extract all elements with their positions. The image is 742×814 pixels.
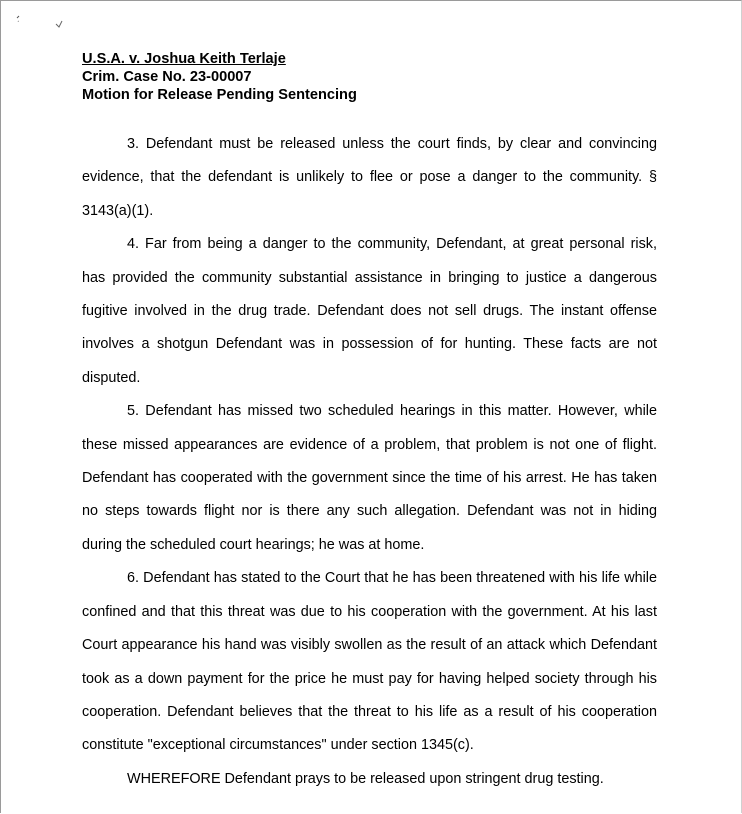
motion-title: Motion for Release Pending Sentencing [82,87,357,103]
case-caption [82,50,357,104]
case-number: Crim. Case No. 23-00007 [82,69,252,85]
paragraph-4: 4. Far from being a danger to the community, Defendant, at great personal risk, has provided the community substantial assistance in bringing to justice a dangerous fugitive involved in the drug trade. Defendant does not sell drugs. The instant offense involves a shotgun Defendant was in possession of for hunting. These facts are not disputed. [82,236,657,386]
paragraph-6: 6. Defendant has stated to the Court that he has been threatened with his life while confined and that this threat was due to his cooperation with the government. At his last Court appearance his hand was visibly swollen as the result of an attack which Defendant took as a down payment for the price he must pay for having helped society through his cooperation. Defendant believes that the threat to his life as a result of his cooperation constitute "exceptional circumstances" under section 1345(c). [82,570,657,754]
scan-marks [15,9,75,33]
motion-body [82,128,657,796]
paragraph-5: 5. Defendant has missed two scheduled hearings in this matter. However, while these missed appearances are evidence of a problem, that problem is not one of flight. Defendant has cooperated with the government since the time of his arrest. He has taken no steps towards flight nor is there any such allegation. Defendant was not in hiding during the scheduled court hearings; he was at home. [82,403,657,553]
scan-check-mark [56,21,62,27]
case-title: U.S.A. v. Joshua Keith Terlaje [82,51,286,67]
wherefore-clause: WHEREFORE Defendant prays to be released upon stringent drug testing. [127,770,604,787]
scan-speck-mark [17,16,19,22]
paragraph-3: 3. Defendant must be released unless the court finds, by clear and convincing evidence, that the defendant is unlikely to flee or pose a danger to the community. § 3143(a)(1). [82,136,657,219]
